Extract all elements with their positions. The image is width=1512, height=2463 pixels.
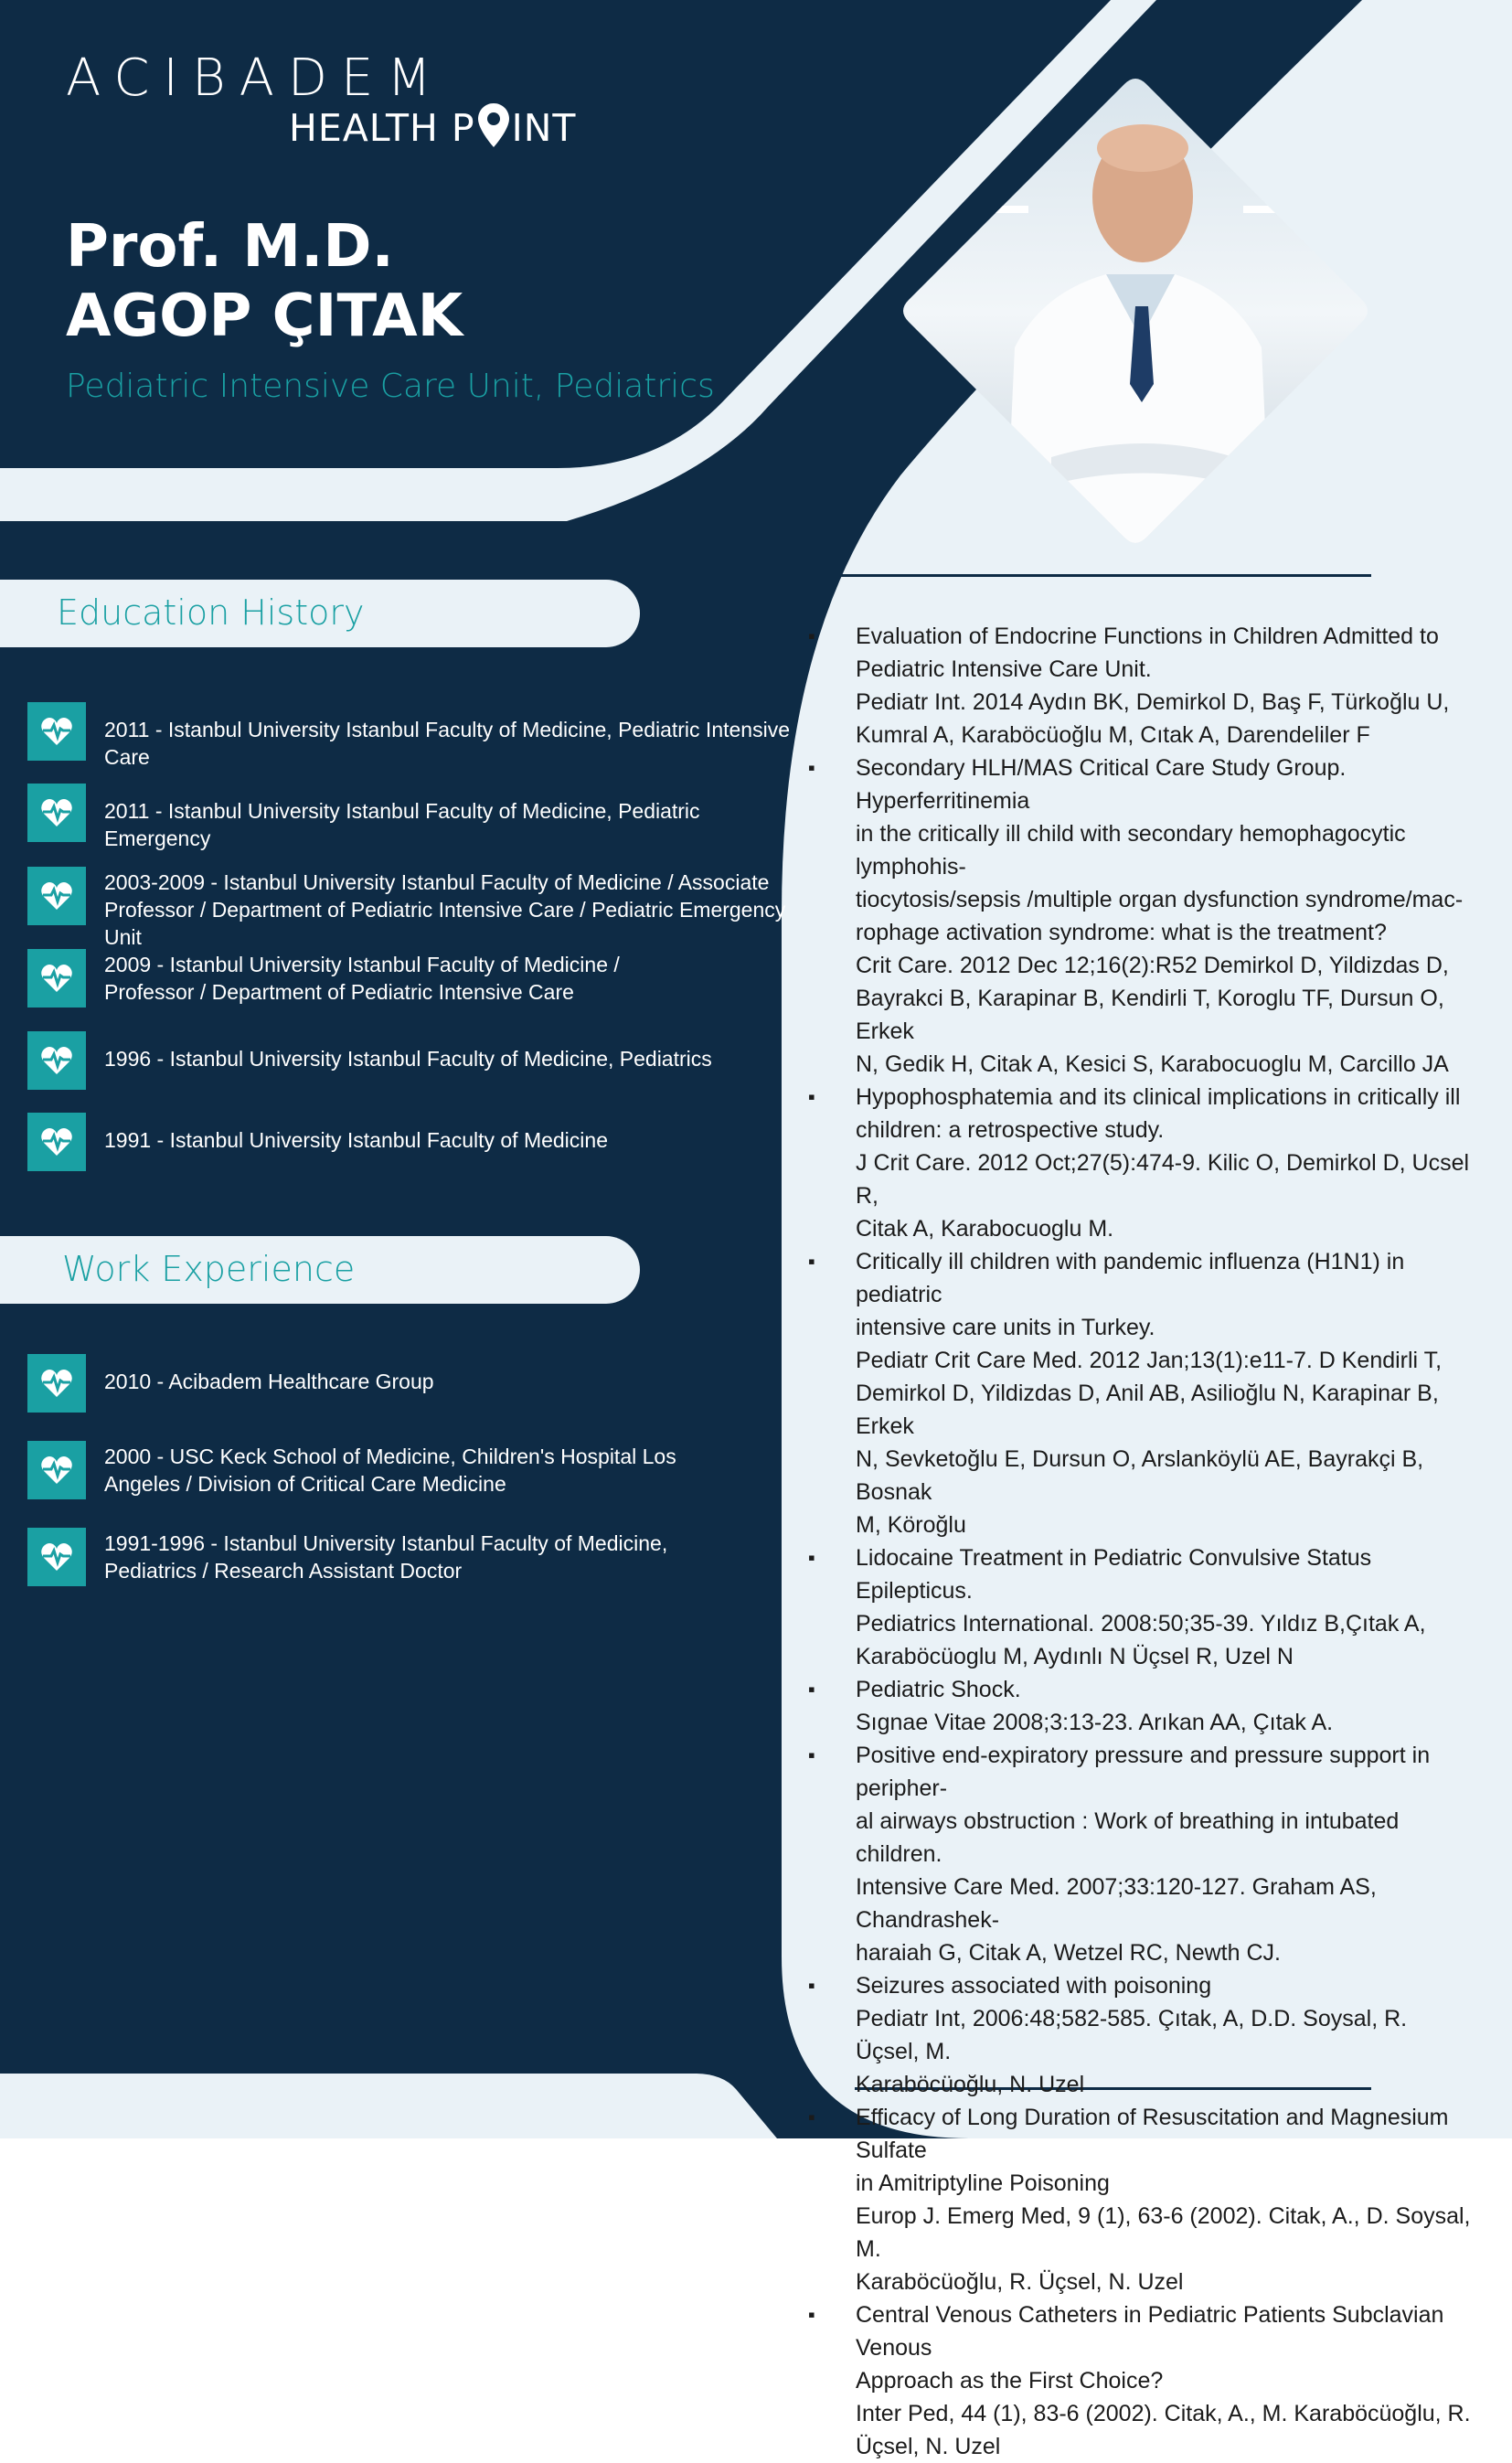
publication-line: children: a retrospective study. bbox=[856, 1117, 1165, 1143]
publication-line: J Crit Care. 2012 Oct;27(5):474-9. Kilic O, Demirkol D, Ucsel R, bbox=[856, 1150, 1470, 1209]
publication-line: tiocytosis/sepsis /multiple organ dysfunction syndrome/mac- bbox=[856, 887, 1464, 912]
work-heading: Work Experience bbox=[62, 1249, 356, 1289]
heart-pulse-icon bbox=[27, 1113, 86, 1171]
doctor-title: Prof. M.D. bbox=[66, 213, 394, 281]
work-item-text: 2000 - USC Keck School of Medicine, Children's Hospital Los Angeles / Division of Critical Care Medicine bbox=[104, 1445, 676, 1496]
publication-line: intensive care units in Turkey. bbox=[856, 1315, 1155, 1340]
heart-pulse-icon bbox=[27, 702, 86, 761]
publication-line: ▪ Positive end-expiratory pressure and pressure support in peripher- bbox=[856, 1743, 1431, 1801]
publication-line: ▪ Evaluation of Endocrine Functions in Children Admitted to bbox=[856, 624, 1439, 649]
publication-line: ▪ Pediatric Shock. bbox=[856, 1677, 1021, 1702]
logo-sub-first: HEALTH P bbox=[289, 106, 475, 150]
publication-line: Approach as the First Choice? bbox=[856, 2368, 1164, 2394]
doctor-name-block bbox=[66, 212, 463, 351]
work-item-text: 2010 - Acibadem Healthcare Group bbox=[104, 1370, 434, 1393]
publication-line: ▪ Critically ill children with pandemic influenza (H1N1) in pediatric bbox=[856, 1249, 1405, 1307]
education-item-text: 1991 - Istanbul University Istanbul Faculty of Medicine bbox=[104, 1128, 608, 1152]
publication-line: Üçsel, N. Uzel bbox=[856, 2434, 1001, 2459]
publication-line: Pediatric Intensive Care Unit. bbox=[856, 656, 1152, 682]
publication-item bbox=[804, 1969, 1476, 2101]
publication-line: Europ J. Emerg Med, 9 (1), 63-6 (2002). Citak, A., D. Soysal, M. bbox=[856, 2203, 1471, 2262]
logo-brand: ACIBADEM bbox=[66, 48, 445, 108]
publication-item bbox=[804, 1081, 1476, 1245]
work-heading-pill bbox=[0, 1236, 640, 1304]
publication-item bbox=[804, 1739, 1476, 1969]
publication-line: Pediatr Crit Care Med. 2012 Jan;13(1):e11-7. D Kendirli T, bbox=[856, 1348, 1443, 1373]
work-item-text: 1991-1996 - Istanbul University Istanbul Faculty of Medicine, Pediatrics / Research Assistant Doctor bbox=[104, 1531, 668, 1583]
publication-item bbox=[804, 1541, 1476, 1673]
publication-line: ▪ Efficacy of Long Duration of Resuscitation and Magnesium Sulfate bbox=[856, 2105, 1449, 2163]
education-item-text: 2009 - Istanbul University Istanbul Faculty of Medicine / Professor / Department of Pediatric Intensive Care bbox=[104, 953, 620, 1004]
heart-pulse-icon bbox=[27, 867, 86, 925]
education-item-text: 2011 - Istanbul University Istanbul Faculty of Medicine, Pediatric Intensive Care bbox=[104, 718, 790, 769]
heart-pulse-icon bbox=[27, 1441, 86, 1499]
publications-list bbox=[804, 620, 1476, 2463]
publication-line: in Amitriptyline Poisoning bbox=[856, 2170, 1110, 2196]
publication-line: Inter Ped, 44 (1), 83-6 (2002). Citak, A., M. Karaböcüoğlu, R. bbox=[856, 2401, 1471, 2426]
education-heading-pill bbox=[0, 580, 640, 647]
publication-line: Kumral A, Karaböcüoğlu M, Cıtak A, Darendeliler F bbox=[856, 722, 1370, 748]
publication-line: Karaböcüoğlu, N. Uzel bbox=[856, 2072, 1085, 2097]
top-rule bbox=[823, 574, 1371, 577]
publication-item bbox=[804, 1245, 1476, 1541]
heart-pulse-icon bbox=[27, 784, 86, 842]
publication-line: Karaböcüoğlu, R. Üçsel, N. Uzel bbox=[856, 2269, 1184, 2295]
publication-line: M, Köroğlu bbox=[856, 1512, 966, 1538]
heart-pulse-icon bbox=[27, 1031, 86, 1090]
logo-subtitle bbox=[289, 102, 576, 151]
logo-sub-last: INT bbox=[511, 106, 577, 150]
publication-line: N, Sevketoğlu E, Dursun O, Arslanköylü AE, Bayrakçi B, Bosnak bbox=[856, 1446, 1424, 1505]
heart-pulse-icon bbox=[27, 949, 86, 1008]
publication-item bbox=[804, 1673, 1476, 1739]
publication-line: in the critically ill child with secondary hemophagocytic lymphohis- bbox=[856, 821, 1406, 880]
education-item-text: 2003-2009 - Istanbul University Istanbul Faculty of Medicine / Associate Professor / Department of Pediatric Intensive Care / Pediatric Emergency Unit bbox=[104, 870, 786, 949]
publication-line: Karaböcüoglu M, Aydınlı N Üçsel R, Uzel N bbox=[856, 1644, 1294, 1669]
publication-line: Pediatr Int, 2006:48;582-585. Çıtak, A, D.D. Soysal, R. Üçsel, M. bbox=[856, 2006, 1408, 2064]
publication-line: ▪ Central Venous Catheters in Pediatric Patients Subclavian Venous bbox=[856, 2302, 1444, 2361]
education-heading: Education History bbox=[57, 592, 365, 633]
education-item-text: 2011 - Istanbul University Istanbul Faculty of Medicine, Pediatric Emergency bbox=[104, 799, 700, 850]
publication-line: Sıgnae Vitae 2008;3:13-23. Arıkan AA, Çıtak A. bbox=[856, 1710, 1334, 1735]
publication-line: ▪ Secondary HLH/MAS Critical Care Study Group. Hyperferritinemia bbox=[856, 755, 1347, 814]
publication-line: rophage activation syndrome: what is the treatment? bbox=[856, 920, 1387, 945]
publication-item bbox=[804, 2101, 1476, 2298]
doctor-department: Pediatric Intensive Care Unit, Pediatrics bbox=[66, 368, 715, 405]
publication-item bbox=[804, 752, 1476, 1081]
publication-line: Pediatr Int. 2014 Aydın BK, Demirkol D, Baş F, Türkoğlu U, bbox=[856, 689, 1450, 715]
publication-line: Bayrakci B, Karapinar B, Kendirli T, Koroglu TF, Dursun O, Erkek bbox=[856, 986, 1444, 1044]
publication-line: Demirkol D, Yildizdas D, Anil AB, Asilioğlu N, Karapinar B, Erkek bbox=[856, 1381, 1439, 1439]
publication-item bbox=[804, 2298, 1476, 2463]
bottom-corner-shape bbox=[0, 2074, 777, 2138]
publication-line: haraiah G, Citak A, Wetzel RC, Newth CJ. bbox=[856, 1940, 1281, 1966]
doctor-name: AGOP ÇITAK bbox=[66, 283, 463, 350]
location-pin-icon bbox=[477, 102, 510, 148]
heart-pulse-icon bbox=[27, 1354, 86, 1413]
publication-line: al airways obstruction : Work of breathing in intubated children. bbox=[856, 1808, 1400, 1867]
publication-line: N, Gedik H, Citak A, Kesici S, Karabocuoglu M, Carcillo JA bbox=[856, 1051, 1449, 1077]
publication-line: Intensive Care Med. 2007;33:120-127. Graham AS, Chandrashek- bbox=[856, 1874, 1377, 1933]
publication-item bbox=[804, 620, 1476, 752]
publication-line: Pediatrics International. 2008:50;35-39. Yıldız B,Çıtak A, bbox=[856, 1611, 1426, 1637]
publication-line: Citak A, Karabocuoglu M. bbox=[856, 1216, 1114, 1242]
publication-line: ▪ Hypophosphatemia and its clinical implications in critically ill bbox=[856, 1084, 1461, 1110]
heart-pulse-icon bbox=[27, 1528, 86, 1586]
logo bbox=[66, 48, 577, 150]
publication-line: ▪ Lidocaine Treatment in Pediatric Convulsive Status Epilepticus. bbox=[856, 1545, 1372, 1604]
publication-line: Crit Care. 2012 Dec 12;16(2):R52 Demirkol D, Yildizdas D, bbox=[856, 953, 1449, 978]
publication-line: ▪ Seizures associated with poisoning bbox=[856, 1973, 1212, 1999]
education-item-text: 1996 - Istanbul University Istanbul Faculty of Medicine, Pediatrics bbox=[104, 1047, 712, 1071]
